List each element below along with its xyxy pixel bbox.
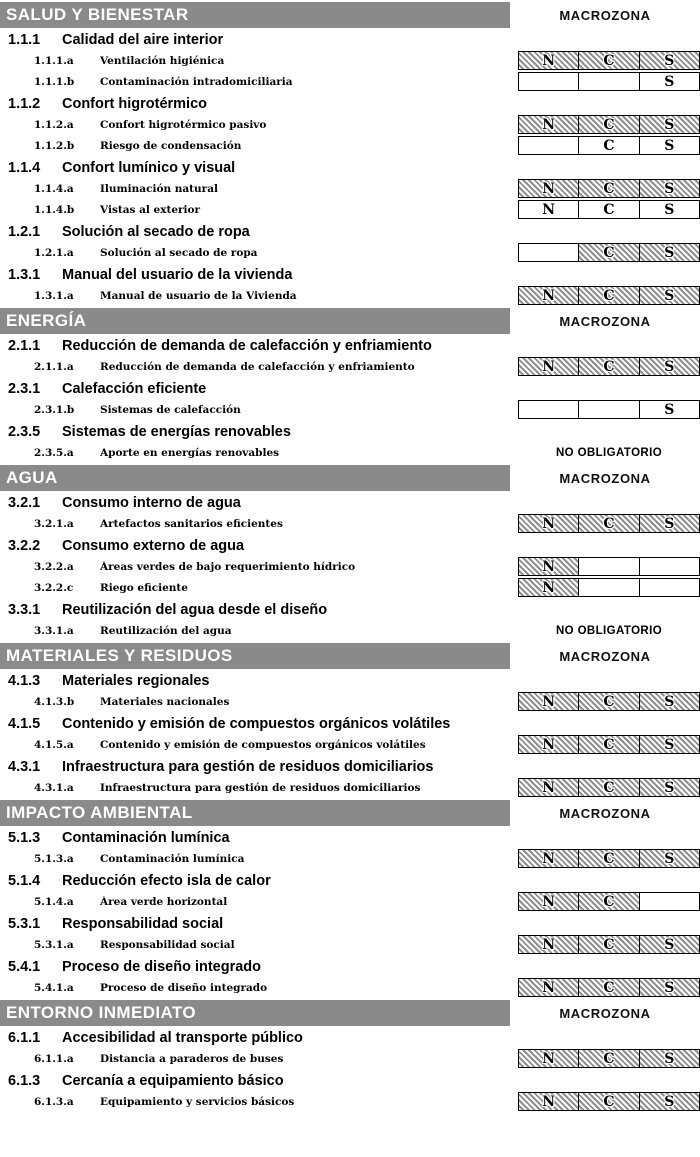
sub-criterion-code: 5.1.4.a <box>34 895 74 908</box>
sub-criterion-name: Riego eficiente <box>100 581 188 594</box>
zone-cell-label: S <box>664 180 675 197</box>
zone-cell[interactable] <box>578 557 638 576</box>
sub-criterion-code: 5.4.1.a <box>34 981 74 994</box>
zone-cell-label: N <box>542 850 556 867</box>
zone-cell[interactable] <box>518 892 578 911</box>
criterion-row <box>0 420 700 442</box>
zone-cell[interactable] <box>578 849 638 868</box>
sub-criterion-name: Proceso de diseño integrado <box>100 981 268 994</box>
zone-cell-group <box>518 1049 700 1068</box>
sub-criterion-name: Reducción de demanda de calefacción y enfriamiento <box>100 360 415 373</box>
sub-criterion-row <box>0 777 700 798</box>
zone-cell[interactable] <box>518 514 578 533</box>
zone-cell[interactable] <box>578 136 638 155</box>
section-header <box>0 800 700 826</box>
zone-cell-group <box>518 1092 700 1111</box>
sub-criterion-name: Aporte en energías renovables <box>100 446 280 459</box>
sub-criterion-code: 6.1.3.a <box>34 1095 74 1108</box>
zone-cell-label: S <box>664 515 675 532</box>
criterion-row <box>0 28 700 50</box>
zone-cell[interactable] <box>578 115 638 134</box>
zone-cell[interactable] <box>518 400 578 419</box>
zone-cell-label: C <box>603 52 615 69</box>
zone-cell-label: S <box>664 1093 675 1110</box>
sub-criterion-row <box>0 135 700 156</box>
section-title: SALUD Y BIENESTAR <box>0 2 510 28</box>
zone-cell-label: N <box>542 936 556 953</box>
criterion-code: 1.1.2 <box>8 95 41 112</box>
zone-cell-label: N <box>542 779 556 796</box>
sub-criterion-row <box>0 71 700 92</box>
zone-cell[interactable] <box>639 849 700 868</box>
criterion-row <box>0 912 700 934</box>
zone-cell[interactable] <box>639 1049 700 1068</box>
criterion-row <box>0 491 700 513</box>
criterion-code: 6.1.3 <box>8 1072 41 1089</box>
zone-cell-group <box>518 200 700 219</box>
zone-cell-label: S <box>664 73 675 90</box>
zone-cell[interactable] <box>639 179 700 198</box>
criterion-name: Calidad del aire interior <box>62 31 224 48</box>
criterion-code: 5.3.1 <box>8 915 41 932</box>
criterion-name: Cercanía a equipamiento básico <box>62 1072 284 1089</box>
zone-cell[interactable] <box>639 200 700 219</box>
zone-cell-label: S <box>664 936 675 953</box>
zone-cell-label: N <box>542 180 556 197</box>
zone-cell[interactable] <box>639 72 700 91</box>
sub-criterion-row <box>0 178 700 199</box>
zone-cell[interactable] <box>578 692 638 711</box>
sub-criterion-code: 6.1.1.a <box>34 1052 74 1065</box>
zone-cell[interactable] <box>518 1049 578 1068</box>
criterion-code: 4.1.3 <box>8 672 41 689</box>
sub-criterion-name: Solución al secado de ropa <box>100 246 258 259</box>
section-header <box>0 465 700 491</box>
macrozona-label: MACROZONA <box>510 800 700 826</box>
criterion-code: 4.1.5 <box>8 715 41 732</box>
sub-criterion-row <box>0 891 700 912</box>
zone-cell[interactable] <box>518 735 578 754</box>
sub-criterion-name: Reutilización del agua <box>100 624 232 637</box>
criterion-code: 6.1.1 <box>8 1029 41 1046</box>
sub-criterion-row <box>0 442 700 463</box>
zone-cell[interactable] <box>518 200 578 219</box>
zone-cell-label: C <box>603 979 615 996</box>
zone-cell-label: N <box>542 287 556 304</box>
zone-cell[interactable] <box>518 179 578 198</box>
zone-cell[interactable] <box>639 1092 700 1111</box>
section-title: MATERIALES Y RESIDUOS <box>0 643 510 669</box>
zone-cell-group <box>518 243 700 262</box>
criterion-name: Reutilización del agua desde el diseño <box>62 601 328 618</box>
zone-cell[interactable] <box>518 286 578 305</box>
criterion-name: Consumo interno de agua <box>62 494 241 511</box>
zone-cell-group <box>518 51 700 70</box>
sub-criterion-code: 1.1.4.b <box>34 203 75 216</box>
sub-criterion-code: 3.2.2.a <box>34 560 74 573</box>
criterion-name: Contenido y emisión de compuestos orgánicos volátiles <box>62 715 451 732</box>
sub-criterion-row <box>0 620 700 641</box>
zone-cell-label: C <box>603 1050 615 1067</box>
sub-criterion-name: Áreas verdes de bajo requerimiento hídrico <box>100 560 356 573</box>
zone-cell-label: N <box>542 1093 556 1110</box>
zone-cell-label: S <box>664 1050 675 1067</box>
zone-cell-label: S <box>664 244 675 261</box>
criterion-code: 5.1.4 <box>8 872 41 889</box>
zone-cell-label: S <box>664 736 675 753</box>
sub-criterion-code: 1.1.4.a <box>34 182 74 195</box>
zone-cell-group <box>518 400 700 419</box>
zone-cell-label: N <box>542 893 556 910</box>
sub-criterion-code: 1.1.2.a <box>34 118 74 131</box>
zone-cell[interactable] <box>639 136 700 155</box>
zone-cell-label: N <box>542 693 556 710</box>
zone-cell[interactable] <box>578 514 638 533</box>
sub-criterion-code: 2.3.1.b <box>34 403 75 416</box>
zone-cell[interactable] <box>639 357 700 376</box>
sub-criterion-code: 3.2.1.a <box>34 517 74 530</box>
zone-cell[interactable] <box>639 51 700 70</box>
macrozona-label: MACROZONA <box>510 643 700 669</box>
zone-cell-label: C <box>603 850 615 867</box>
sub-criterion-row <box>0 114 700 135</box>
sub-criterion-row <box>0 513 700 534</box>
zone-cell-label: S <box>664 137 675 154</box>
zone-cell[interactable] <box>518 243 578 262</box>
sub-criterion-code: 1.1.1.a <box>34 54 74 67</box>
zone-cell-label: N <box>542 979 556 996</box>
sub-criterion-code: 3.3.1.a <box>34 624 74 637</box>
criterion-row <box>0 826 700 848</box>
criterion-code: 1.1.4 <box>8 159 41 176</box>
zone-cell-group <box>518 692 700 711</box>
zone-cell[interactable] <box>578 200 638 219</box>
sub-criterion-row <box>0 1048 700 1069</box>
sub-criterion-name: Infraestructura para gestión de residuos domiciliarios <box>100 781 421 794</box>
section-header <box>0 308 700 334</box>
criterion-name: Confort lumínico y visual <box>62 159 236 176</box>
zone-cell[interactable] <box>639 115 700 134</box>
criterion-name: Reducción efecto isla de calor <box>62 872 271 889</box>
criterion-row <box>0 220 700 242</box>
zone-cell[interactable] <box>518 1092 578 1111</box>
zone-cell-label: S <box>664 201 675 218</box>
zone-cell[interactable] <box>578 978 638 997</box>
criterion-code: 3.3.1 <box>8 601 41 618</box>
sub-criterion-code: 2.3.5.a <box>34 446 74 459</box>
sub-criterion-code: 1.3.1.a <box>34 289 74 302</box>
zone-cell[interactable] <box>518 978 578 997</box>
sub-criterion-row <box>0 934 700 955</box>
zone-cell[interactable] <box>639 286 700 305</box>
zone-cell[interactable] <box>518 136 578 155</box>
zone-cell-label: C <box>603 358 615 375</box>
zone-cell-group <box>518 136 700 155</box>
zone-cell[interactable] <box>639 578 700 597</box>
sub-criterion-code: 4.3.1.a <box>34 781 74 794</box>
criterion-name: Materiales regionales <box>62 672 210 689</box>
sub-criterion-name: Iluminación natural <box>100 182 218 195</box>
criterion-code: 1.3.1 <box>8 266 41 283</box>
zone-cell-label: C <box>603 244 615 261</box>
zone-cell[interactable] <box>518 357 578 376</box>
criterion-row <box>0 598 700 620</box>
criterion-name: Accesibilidad al transporte público <box>62 1029 303 1046</box>
zone-cell-group <box>518 286 700 305</box>
criterion-name: Consumo externo de agua <box>62 537 245 554</box>
sub-criterion-code: 4.1.5.a <box>34 738 74 751</box>
criterion-row <box>0 156 700 178</box>
zone-cell-group <box>518 778 700 797</box>
criterion-code: 5.1.3 <box>8 829 41 846</box>
zone-cell-label: S <box>664 401 675 418</box>
zone-cell-group <box>518 935 700 954</box>
macrozona-label: MACROZONA <box>510 465 700 491</box>
zone-cell[interactable] <box>578 578 638 597</box>
zone-cell-label: C <box>603 201 615 218</box>
macrozona-label: MACROZONA <box>510 308 700 334</box>
zone-cell-group <box>518 978 700 997</box>
sub-criterion-name: Contenido y emisión de compuestos orgánicos volátiles <box>100 738 426 751</box>
criterion-name: Responsabilidad social <box>62 915 224 932</box>
zone-cell[interactable] <box>578 51 638 70</box>
criterion-row <box>0 263 700 285</box>
criterion-code: 4.3.1 <box>8 758 41 775</box>
zone-cell[interactable] <box>578 286 638 305</box>
zone-cell[interactable] <box>639 892 700 911</box>
zone-cell-label: C <box>603 137 615 154</box>
zone-cell-label: C <box>603 893 615 910</box>
criterion-row <box>0 712 700 734</box>
zone-cell[interactable] <box>578 72 638 91</box>
zone-cell-label: N <box>542 1050 556 1067</box>
zone-cell[interactable] <box>518 51 578 70</box>
zone-cell-label: S <box>664 979 675 996</box>
sub-criterion-name: Ventilación higiénica <box>100 54 225 67</box>
sub-criterion-row <box>0 977 700 998</box>
macrozona-label: MACROZONA <box>510 1000 700 1026</box>
zone-cell-label: C <box>603 180 615 197</box>
zone-cell[interactable] <box>578 778 638 797</box>
zone-cell[interactable] <box>518 935 578 954</box>
sub-criterion-row <box>0 242 700 263</box>
zone-cell[interactable] <box>639 243 700 262</box>
zone-cell[interactable] <box>578 357 638 376</box>
zone-cell[interactable] <box>639 692 700 711</box>
criterion-row <box>0 377 700 399</box>
zone-cell[interactable] <box>518 72 578 91</box>
sub-criterion-name: Manual de usuario de la Vivienda <box>100 289 297 302</box>
zone-cell-label: N <box>542 52 556 69</box>
zone-cell-group <box>518 115 700 134</box>
sub-criterion-code: 5.1.3.a <box>34 852 74 865</box>
criterion-row <box>0 755 700 777</box>
criterion-name: Confort higrotérmico <box>62 95 207 112</box>
criterion-code: 3.2.1 <box>8 494 41 511</box>
zone-cell-label: N <box>542 515 556 532</box>
sub-criterion-name: Responsabilidad social <box>100 938 235 951</box>
zone-cell[interactable] <box>578 935 638 954</box>
sub-criterion-name: Contaminación intradomiciliaria <box>100 75 293 88</box>
sub-criterion-name: Equipamiento y servicios básicos <box>100 1095 295 1108</box>
zone-cell[interactable] <box>639 400 700 419</box>
criterion-row <box>0 1026 700 1048</box>
section-title: ENERGÍA <box>0 308 510 334</box>
criterion-name: Calefacción eficiente <box>62 380 207 397</box>
zone-cell-label: C <box>603 693 615 710</box>
sub-criterion-name: Distancia a paraderos de buses <box>100 1052 284 1065</box>
zone-cell-label: C <box>603 736 615 753</box>
zone-cell-label: S <box>664 52 675 69</box>
criterion-row <box>0 955 700 977</box>
zone-cell-label: C <box>603 936 615 953</box>
sub-criterion-name: Confort higrotérmico pasivo <box>100 118 267 131</box>
zone-cell-label: S <box>664 287 675 304</box>
criterion-name: Manual del usuario de la vivienda <box>62 266 293 283</box>
zone-cell-group <box>518 578 700 597</box>
criterion-row <box>0 669 700 691</box>
zone-cell-label: S <box>664 358 675 375</box>
criterion-name: Solución al secado de ropa <box>62 223 250 240</box>
criterion-code: 2.3.1 <box>8 380 41 397</box>
zone-cell[interactable] <box>518 849 578 868</box>
sub-criterion-code: 5.3.1.a <box>34 938 74 951</box>
zone-cell[interactable] <box>639 778 700 797</box>
zone-cell[interactable] <box>639 514 700 533</box>
zone-cell[interactable] <box>639 557 700 576</box>
zone-cell[interactable] <box>518 692 578 711</box>
sub-criterion-row <box>0 848 700 869</box>
zone-cell-label: S <box>664 779 675 796</box>
sub-criterion-row <box>0 691 700 712</box>
sub-criterion-name: Vistas al exterior <box>100 203 201 216</box>
zone-cell-label: S <box>664 850 675 867</box>
zone-cell-group <box>518 514 700 533</box>
criterion-name: Infraestructura para gestión de residuos domiciliarios <box>62 758 434 775</box>
sub-criterion-code: 3.2.2.c <box>34 581 74 594</box>
zone-cell-label: N <box>542 736 556 753</box>
criterion-code: 5.4.1 <box>8 958 41 975</box>
zone-cell[interactable] <box>518 578 578 597</box>
sub-criterion-row <box>0 50 700 71</box>
sub-criterion-code: 1.1.2.b <box>34 139 75 152</box>
criterion-code: 3.2.2 <box>8 537 41 554</box>
section-title: AGUA <box>0 465 510 491</box>
zone-cell-label: N <box>542 116 556 133</box>
zone-cell[interactable] <box>578 400 638 419</box>
zone-cell-group <box>518 849 700 868</box>
criterion-name: Sistemas de energías renovables <box>62 423 291 440</box>
zone-cell-group <box>518 557 700 576</box>
zone-cell[interactable] <box>639 735 700 754</box>
criterion-row <box>0 869 700 891</box>
sub-criterion-name: Sistemas de calefacción <box>100 403 241 416</box>
sub-criterion-code: 1.1.1.b <box>34 75 75 88</box>
sub-criterion-row <box>0 556 700 577</box>
section-title: IMPACTO AMBIENTAL <box>0 800 510 826</box>
zone-cell-label: C <box>603 779 615 796</box>
zone-cell-group <box>518 735 700 754</box>
sub-criterion-name: Área verde horizontal <box>100 895 228 908</box>
sub-criterion-name: Materiales nacionales <box>100 695 230 708</box>
zone-cell-label: N <box>542 358 556 375</box>
criterion-name: Contaminación lumínica <box>62 829 230 846</box>
sub-criterion-row <box>0 356 700 377</box>
criterion-row <box>0 92 700 114</box>
zone-cell[interactable] <box>639 935 700 954</box>
sub-criterion-name: Contaminación lumínica <box>100 852 245 865</box>
zone-cell[interactable] <box>639 978 700 997</box>
zone-cell-group <box>518 179 700 198</box>
zone-cell-label: S <box>664 693 675 710</box>
criterion-name: Proceso de diseño integrado <box>62 958 262 975</box>
no-obligatorio-label: NO OBLIGATORIO <box>555 446 663 459</box>
criterion-row <box>0 1069 700 1091</box>
macrozona-label: MACROZONA <box>510 2 700 28</box>
sub-criterion-row <box>0 1091 700 1112</box>
criterion-code: 2.3.5 <box>8 423 41 440</box>
zone-cell[interactable] <box>578 243 638 262</box>
zone-cell[interactable] <box>578 892 638 911</box>
sub-criterion-row <box>0 734 700 755</box>
criterion-name: Reducción de demanda de calefacción y enfriamiento <box>62 337 432 354</box>
zone-cell-label: N <box>542 579 556 596</box>
section-header <box>0 1000 700 1026</box>
section-title: ENTORNO INMEDIATO <box>0 1000 510 1026</box>
zone-cell[interactable] <box>578 179 638 198</box>
zone-cell-label: S <box>664 116 675 133</box>
sub-criterion-row <box>0 285 700 306</box>
no-obligatorio-label: NO OBLIGATORIO <box>555 624 663 637</box>
sub-criterion-row <box>0 399 700 420</box>
criterion-code: 1.2.1 <box>8 223 41 240</box>
criterion-code: 2.1.1 <box>8 337 41 354</box>
zone-cell-group <box>518 892 700 911</box>
zone-cell-group <box>518 357 700 376</box>
zone-cell[interactable] <box>518 557 578 576</box>
zone-cell[interactable] <box>518 778 578 797</box>
criterion-code: 1.1.1 <box>8 31 41 48</box>
zone-cell[interactable] <box>578 735 638 754</box>
sub-criterion-name: Riesgo de condensación <box>100 139 242 152</box>
sub-criterion-code: 4.1.3.b <box>34 695 75 708</box>
sub-criterion-row <box>0 577 700 598</box>
zone-cell-label: C <box>603 116 615 133</box>
criterion-row <box>0 334 700 356</box>
sub-criterion-name: Artefactos sanitarios eficientes <box>100 517 283 530</box>
sub-criterion-code: 2.1.1.a <box>34 360 74 373</box>
zone-cell[interactable] <box>578 1092 638 1111</box>
requirements-matrix <box>0 2 700 1112</box>
sub-criterion-row <box>0 199 700 220</box>
zone-cell[interactable] <box>518 115 578 134</box>
sub-criterion-code: 1.2.1.a <box>34 246 74 259</box>
zone-cell-label: C <box>603 287 615 304</box>
zone-cell[interactable] <box>578 1049 638 1068</box>
section-header <box>0 2 700 28</box>
zone-cell-group <box>518 72 700 91</box>
zone-cell-label: N <box>542 558 556 575</box>
zone-cell-label: N <box>542 201 556 218</box>
criterion-row <box>0 534 700 556</box>
zone-cell-label: C <box>603 1093 615 1110</box>
zone-cell-label: C <box>603 515 615 532</box>
section-header <box>0 643 700 669</box>
